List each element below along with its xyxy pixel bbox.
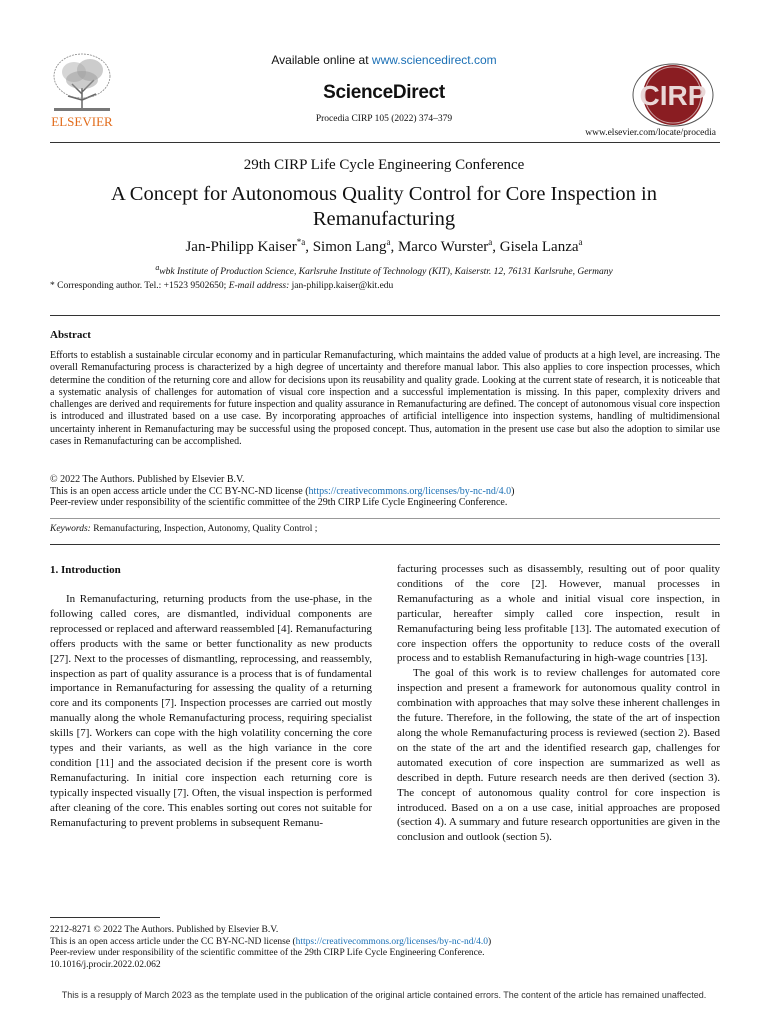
intro-paragraph-2: The goal of this work is to review challenges for automated core inspection and present a framework for autonomous quality control in combination with approaches that may solve these inherent challenges in the future. Therefore, in the following, the state of the art of inspection along the whole Remanufacturing process is reviewed (section 2). Based on the state of the art and the identified research gap, challenges for automated execution of core inspection are summarized as well as described in depth. Future research needs are then derived (section 3). The concept of autonomous quality control for core inspection is introduced. Based on a on a use case, initial approaches are proposed (section 4). A summary and future research opportunities are given in the conclusion and outlook (section 5). [397, 667, 720, 844]
keywords-line [50, 524, 317, 534]
abstract-heading: Abstract [50, 329, 91, 341]
abstract-text: Efforts to establish a sustainable circular economy and in particular Remanufacturing, which maintains the added value of products at a high level, are increasing. The overall Remanufacturing process is characterized by a high degree of uncertainty and therefore manual labor. This also applies to core inspection processes, which determine the condition of the returning core and allow for decisions upon its reusability and quality grade. Looking at the current state of research, it is noticeable that a systematic analysis of challenges for automation of visual core inspection and a successful implementation is missing. In this paper, complexity drivers and challenges are derived and requirements for future inspection and quality assurance in Remanufacturing are defined. The concept of autonomous visual core inspection is introduced and illustrated based on a use case. By incorporating approaches of artificial intelligence into inspection systems, handling of multidimensional uncertainty inherent in Remanufacturing may be successful using the proposed concept. Thus, automation in the present use case but also the adoption to similar use cases in Remanufacturing can be accomplished. [50, 350, 720, 448]
conference-name: 29th CIRP Life Cycle Engineering Conference [243, 157, 525, 173]
corresponding-prefix: * Corresponding author. Tel.: +1523 9502650; [50, 281, 229, 291]
cirp-logo [630, 63, 716, 127]
abstract-top-rule [50, 315, 720, 316]
author-name: Simon Lang [312, 239, 387, 255]
license-suffix: ) [511, 485, 515, 497]
footer-license-prefix: This is an open access article under the CC BY-NC-ND license ( [50, 936, 296, 947]
corresponding-author [50, 281, 393, 291]
email-label: E-mail address: [228, 281, 290, 291]
author-list: Jan-Philipp Kaiser$^{*a}$, Simon Lang$^a$, Marco Wurster$^a$, Gisela Lanza$^a$ [185, 237, 583, 255]
author-affiliation-sup: *a [296, 237, 306, 247]
intro-left-column [50, 592, 372, 831]
license-line [50, 486, 720, 498]
footer-doi[interactable]: 10.1016/j.procir.2022.02.062 [50, 959, 161, 970]
keywords-bottom-rule [50, 544, 720, 545]
available-prefix: Available online at [271, 53, 372, 67]
peer-review-line: Peer-review under responsibility of the scientific committee of the 29th CIRP Life Cycle Engineering Conference. [50, 497, 508, 509]
author [500, 239, 583, 255]
footer-license-link[interactable]: https://creativecommons.org/licenses/by-nc-nd/4.0 [295, 936, 489, 947]
copyright-line: © 2022 The Authors. Published by Elsevier B.V. [50, 474, 245, 485]
intro-paragraph-1-continued: facturing processes such as disassembly, resulting out of poor quality conditions of the core [2]. However, manual processes in Remanufacturing as a whole and initial visual core inspection, in particular, hereafter simply called core inspection, result in Remanufacturing being less profitable [13]. The automated execution of core inspection offers the opportunity to reduce costs of the overall process and to establish Remanufacturing in high-wage countries [13]. [397, 563, 720, 665]
introduction-heading: 1. Introduction [50, 564, 121, 576]
footer-peer-review: Peer-review under responsibility of the scientific committee of the 29th CIRP Life Cycle Engineering Conference. [50, 948, 485, 958]
keywords-label: Keywords: [50, 524, 91, 534]
author-affiliation-sup: a [578, 237, 583, 247]
author-name: Gisela Lanza [499, 239, 579, 255]
sciencedirect-link[interactable]: www.sciencedirect.com [371, 53, 497, 67]
affiliation-sup: a [155, 263, 160, 272]
journal-reference: Procedia CIRP 105 (2022) 374–379 [315, 114, 453, 124]
keywords-text: Remanufacturing, Inspection, Autonomy, Quality Control ; [90, 524, 318, 534]
header-rule [50, 142, 720, 143]
footer-issn: 2212-8271 © 2022 The Authors. Published by Elsevier B.V. [50, 925, 279, 935]
author-affiliation-sup: a [386, 237, 391, 247]
journal-url[interactable]: www.elsevier.com/locate/procedia [585, 128, 716, 138]
footer-block [50, 925, 491, 971]
intro-right-column [397, 562, 720, 845]
cirp-logo-text: CIRP [639, 80, 707, 111]
copyright-block [50, 474, 720, 509]
author [313, 239, 391, 255]
author-affiliation-sup: a [488, 237, 493, 247]
license-link[interactable]: https://creativecommons.org/licenses/by-nc-nd/4.0 [308, 485, 512, 497]
author [185, 239, 305, 255]
intro-paragraph-1: In Remanufacturing, returning products from the use-phase, in the following called cores, are dismantled, individual components are reprocessed or replaced and afterward reassembled [4]. Remanufacturing offers products with the same or better functionality as new products [27]. Next to the processes of dismantling, reprocessing, and reassembly, inspection as part of quality assurance is a process that is of fundamental importance in Remanufacturing for assessing the quality of a returning core and its components [7]. Inspection processes are carried out mostly manually along the whole Remanufacturing process, requiring specialist skills [7]. Workers can cope with the high volatility concerning the core types and their variants, as well as the high variance in the core condition [11] and the associated decision if the present core is worth Remanufacturing. In initial core inspection each returning core is typically inspected visually [7]. Often, the visual inspection is performed after cleaning of the core. This enables sorting out cores not suitable for Remanufacturing to prevent problems in subsequent Remanu- [50, 593, 372, 829]
sciencedirect-title: ScienceDirect [323, 82, 445, 103]
author-name: Jan-Philipp Kaiser [185, 239, 297, 255]
resupply-notice: This is a resupply of March 2023 as the template used in the publication of the original article contained errors. The content of the article has remained unaffected. [61, 990, 707, 1000]
footer-rule [50, 917, 160, 918]
email-address[interactable]: jan-philipp.kaiser@kit.edu [289, 281, 394, 291]
affiliation-text: wbk Institute of Production Science, Karlsruhe Institute of Technology (KIT), Kaiserstr. 12, 76131 Karlsruhe, Germany [159, 267, 613, 278]
author-name: Marco Wurster [397, 239, 489, 255]
elsevier-logo-text: ELSEVIER [51, 114, 113, 129]
license-prefix: This is an open access article under the CC BY-NC-ND license ( [50, 485, 309, 497]
author [398, 239, 492, 255]
keywords-rule [50, 518, 720, 519]
affiliation [0, 263, 768, 277]
footer-license-suffix: ) [488, 936, 492, 947]
paper-title: A Concept for Autonomous Quality Control for Core Inspection in Remanufacturing [110, 183, 658, 230]
footer-license [50, 937, 491, 949]
